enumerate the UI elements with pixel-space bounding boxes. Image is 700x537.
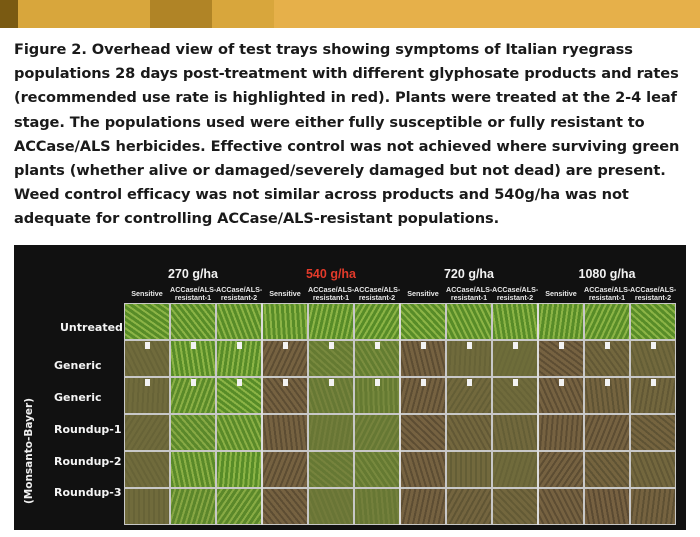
plant-tag [605,379,610,386]
tray-cell [308,488,354,525]
tray-cell [170,488,216,525]
tray-cell [400,488,446,525]
tray-cell [538,451,584,488]
plant-tag [283,379,288,386]
tray-cell [584,303,630,340]
tray-cell [400,303,446,340]
treatment-row-label: Untreated [60,321,123,334]
rate-label: 270 g/ha [167,267,219,281]
plant-tag [421,379,426,386]
plant-tag [651,379,656,386]
tray-cell [354,414,400,451]
plant-tag [651,342,656,349]
tray-cell [446,451,492,488]
plant-tag [559,379,564,386]
tray-cell [216,414,262,451]
population-label: ACCase/ALS- resistant-1 [308,285,355,302]
tray-cell [262,451,308,488]
tray-cell [124,414,170,451]
tray-cell [492,451,538,488]
tray-cell [446,488,492,525]
plant-tag [237,342,242,349]
tray-cell [446,303,492,340]
tray-cell [630,414,676,451]
tray-cell [354,488,400,525]
tray-cell [124,303,170,340]
tray-cell [262,414,308,451]
header-bar-segment [150,0,212,28]
plant-tag [329,342,334,349]
treatment-row-label: Generic [54,391,102,404]
population-label: ACCase/ALS- resistant-1 [170,285,217,302]
plant-tag [467,379,472,386]
plant-tag [237,379,242,386]
rate-label: 720 g/ha [443,267,495,281]
tray-cell [354,451,400,488]
population-label: Sensitive [131,289,163,298]
tray-cell [170,451,216,488]
header-bar-segment [0,0,18,28]
plant-tag [283,342,288,349]
tray-cell [400,451,446,488]
plant-tag [329,379,334,386]
tray-cell [584,451,630,488]
tray-cell [492,488,538,525]
population-label: ACCase/ALS- resistant-2 [216,285,263,302]
tray-cell [262,488,308,525]
population-label: Sensitive [545,289,577,298]
header-bar-segment [18,0,150,28]
tray-grid [124,303,676,525]
plant-tag [559,342,564,349]
plant-tag [145,342,150,349]
plant-tag [605,342,610,349]
tray-cell [584,414,630,451]
tray-cell [124,488,170,525]
tray-cell [170,414,216,451]
tray-cell [216,488,262,525]
plant-tag [513,342,518,349]
tray-cell [492,414,538,451]
treatment-row-label: Roundup-1 [54,423,122,436]
population-label: Sensitive [269,289,301,298]
treatment-row-label: Roundup-3 [54,486,122,499]
tray-cell [308,451,354,488]
rate-group-divider [537,303,539,525]
tray-cell [492,303,538,340]
tray-cell [354,303,400,340]
tray-cell [400,414,446,451]
tray-cell [630,451,676,488]
tray-cell [216,451,262,488]
manufacturer-label: (Monsanto-Bayer) [23,397,36,505]
population-label: Sensitive [407,289,439,298]
treatment-row-label: Generic [54,359,102,372]
tray-cell [262,303,308,340]
plant-tag [421,342,426,349]
plant-tag [191,379,196,386]
tray-cell [584,488,630,525]
plant-tag [145,379,150,386]
tray-cell [630,488,676,525]
tray-cell [630,303,676,340]
population-label: ACCase/ALS- resistant-1 [446,285,493,302]
tray-cell [446,414,492,451]
tray-cell [170,303,216,340]
plant-tag [375,342,380,349]
rate-label: 1080 g/ha [578,267,636,281]
tray-cell [308,303,354,340]
plant-tag [375,379,380,386]
header-bar-segment [212,0,274,28]
plant-tag [191,342,196,349]
plant-tag [513,379,518,386]
tray-cell [538,414,584,451]
population-label: ACCase/ALS- resistant-2 [630,285,677,302]
population-label: ACCase/ALS- resistant-2 [354,285,401,302]
plant-tag [467,342,472,349]
tray-cell [124,451,170,488]
population-label: ACCase/ALS- resistant-2 [492,285,539,302]
tray-cell [308,414,354,451]
rate-group-divider [261,303,263,525]
tray-cell [216,303,262,340]
rate-group-divider [399,303,401,525]
tray-cell [538,303,584,340]
header-bar-segment [274,0,700,28]
population-label: ACCase/ALS- resistant-1 [584,285,631,302]
tray-photo [14,245,686,530]
header-color-bar [0,0,700,28]
treatment-row-label: Roundup-2 [54,455,122,468]
tray-cell [538,488,584,525]
figure-caption: Figure 2. Overhead view of test trays showing symptoms of Italian ryegrass populations 28 days post-treatment with different glyphosate products and rates (recommended use rate is highlighted in red). Plants were treated at the 2-4 leaf stage. The populations used were either fully susceptible or fully resistant to ACCase/ALS herbicides. Effective control was not achieved where surviving green plants (whether alive or damaged/severely damaged but not dead) are present. Weed control efficacy was not similar across products and 540g/ha was not adequate for controlling ACCase/ALS-resistant populations. [14,41,680,228]
rate-label: 540 g/ha [305,267,357,281]
